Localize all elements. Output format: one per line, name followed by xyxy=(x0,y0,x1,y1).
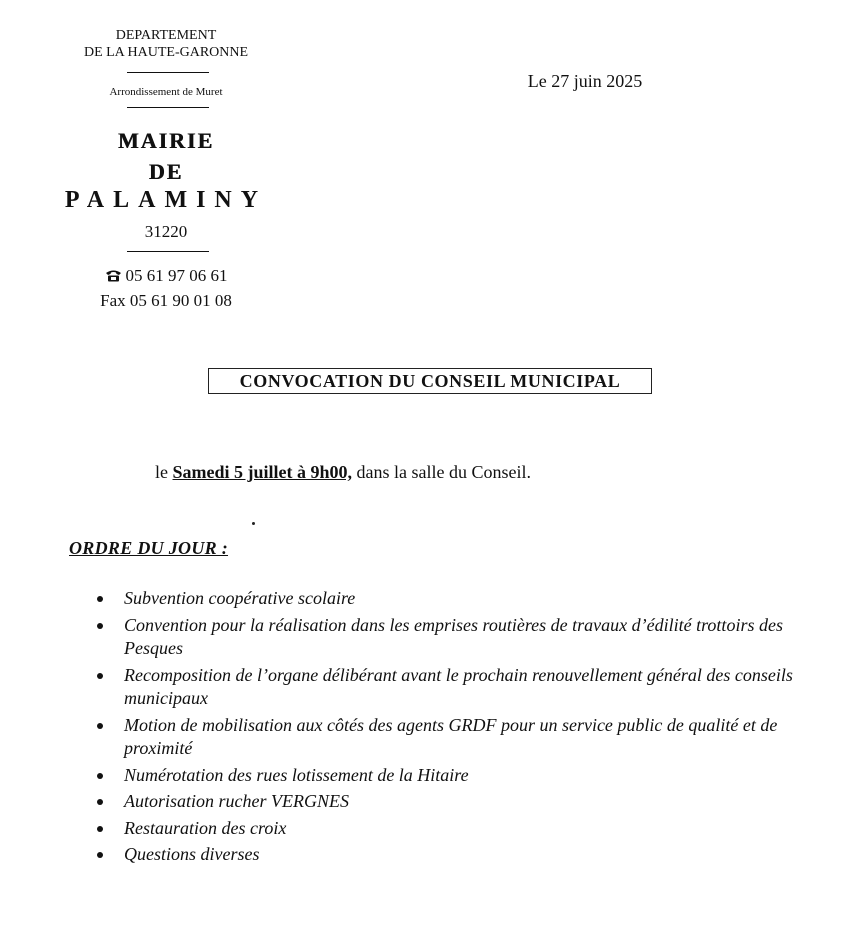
agenda-item-text: Convention pour la réalisation dans les emprises routières de travaux d’édilité trottoirs des Pesques xyxy=(124,614,783,658)
bullet-icon xyxy=(97,623,103,629)
department-heading xyxy=(60,27,272,61)
telephone-icon xyxy=(105,265,122,289)
agenda-item xyxy=(96,714,816,761)
department-line-1: DEPARTEMENT xyxy=(115,28,217,43)
phone-line xyxy=(60,264,272,289)
agenda-item xyxy=(96,664,816,711)
arrondissement: Arrondissement de Muret xyxy=(109,86,223,98)
postal-code: 31220 xyxy=(144,222,188,241)
mairie-label: MAIRIE xyxy=(117,128,215,153)
bullet-icon xyxy=(97,799,103,805)
agenda-item-text: Restauration des croix xyxy=(124,817,287,838)
agenda-item xyxy=(96,764,816,788)
department-line-2: DE LA HAUTE-GARONNE xyxy=(83,45,249,60)
meeting-location: dans la salle du Conseil. xyxy=(356,462,531,482)
convocation-title: CONVOCATION DU CONSEIL MUNICIPAL xyxy=(208,368,652,394)
commune-name: PALAMINY xyxy=(64,187,268,213)
agenda-item xyxy=(96,843,816,867)
agenda-title: ORDRE DU JOUR : xyxy=(69,538,229,558)
agenda-item xyxy=(96,817,816,841)
bullet-icon xyxy=(97,673,103,679)
agenda-item xyxy=(96,614,816,661)
agenda-item-text: Numérotation des rues lotissement de la Hitaire xyxy=(124,764,469,785)
agenda-item-text: Questions diverses xyxy=(124,844,260,864)
fax-line: Fax 05 61 90 01 08 xyxy=(100,291,232,311)
contact-block xyxy=(60,264,272,313)
agenda-item-text: Recomposition de l’organe délibérant avant le prochain renouvellement général des conseils municipaux xyxy=(124,664,793,708)
bullet-icon xyxy=(97,826,103,832)
bullet-icon xyxy=(97,723,103,729)
agenda-item xyxy=(96,790,816,814)
meeting-datetime: Samedi 5 juillet à 9h00, xyxy=(172,462,353,482)
agenda-list xyxy=(96,587,816,870)
header-divider-1 xyxy=(127,72,209,73)
header-divider-2 xyxy=(127,107,209,108)
agenda-item-text: Autorisation rucher VERGNES xyxy=(124,791,349,811)
agenda-item xyxy=(96,587,816,611)
phone-number: 05 61 97 06 61 xyxy=(125,266,228,285)
de-label: DE xyxy=(148,159,184,184)
stray-mark xyxy=(252,522,255,525)
agenda-item-text: Motion de mobilisation aux côtés des agents GRDF pour un service public de qualité et de proximité xyxy=(124,714,778,758)
meeting-line xyxy=(155,462,531,483)
bullet-icon xyxy=(97,852,103,858)
agenda-item-text: Subvention coopérative scolaire xyxy=(124,588,356,608)
header-divider-3 xyxy=(127,251,209,252)
bullet-icon xyxy=(97,773,103,779)
letter-date: Le 27 juin 2025 xyxy=(527,71,643,91)
bullet-icon xyxy=(97,596,103,602)
meeting-prefix: le xyxy=(155,462,168,482)
